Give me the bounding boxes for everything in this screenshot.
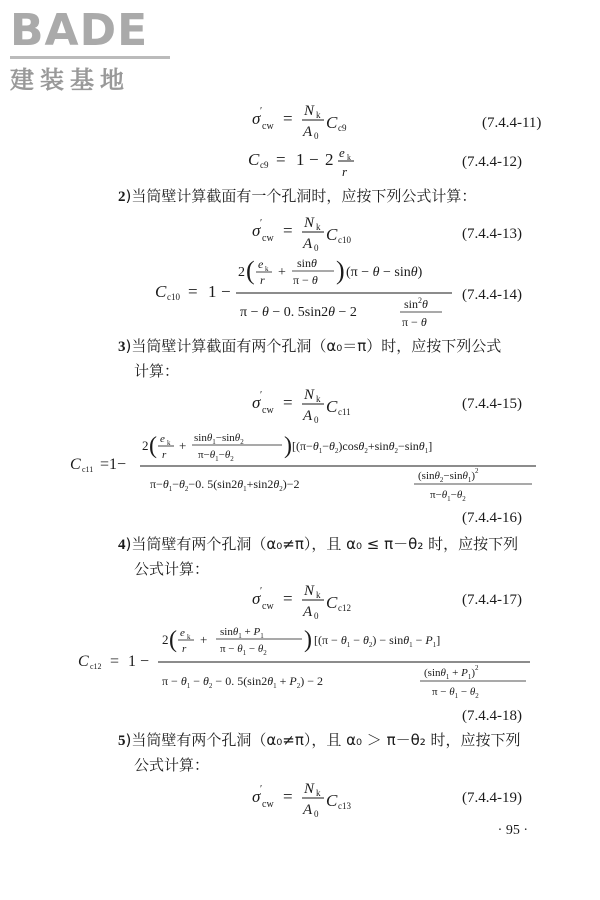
svg-text:cw: cw xyxy=(262,233,274,244)
equation-number: (7.4.4-13) xyxy=(462,226,522,242)
svg-text:r: r xyxy=(342,164,348,179)
paragraph-item-4: 4)当筒壁有两个孔洞（α₀≠π），且 α₀ ≤ π－θ₂ 时，应按下列 公式计算： xyxy=(118,532,568,581)
equation-7-4-4-18 xyxy=(0,622,600,722)
svg-text:C: C xyxy=(155,282,167,301)
item-text-line1: 当筒壁计算截面有两个孔洞（α₀＝π）时，应按下列公式 xyxy=(131,337,502,355)
equation-7-4-4-17 xyxy=(0,578,600,622)
svg-text:2: 2 xyxy=(142,438,149,453)
svg-text:k: k xyxy=(316,110,321,120)
svg-text:[(π−θ1−θ2)cosθ2+sinθ2−sinθ1]: $[(\pi-\theta_1-\theta_2)\cos\theta_2+\sin\theta_2-\sin\theta_1]$ xyxy=(292,439,433,455)
svg-text:1: 1 xyxy=(128,653,136,670)
svg-text:c9: c9 xyxy=(260,160,269,170)
svg-text:(: ( xyxy=(169,627,177,653)
equation-number: (7.4.4-12) xyxy=(462,154,522,170)
svg-text:(sinθ1 + P1)2: $(\sin\theta_1 + P_1)^2$ xyxy=(424,664,479,681)
svg-text:e: e xyxy=(160,433,165,445)
equation-number: (7.4.4-17) xyxy=(462,592,522,608)
svg-text:=: = xyxy=(283,787,293,806)
svg-text:−: − xyxy=(140,653,150,670)
svg-text:′: ′ xyxy=(260,586,263,597)
svg-text:π−θ1−θ2: $\pi-\theta_1-\theta_2$ xyxy=(198,449,234,463)
svg-text:=1−: =1− xyxy=(100,456,127,473)
equation-number: (7.4.4-16) xyxy=(462,510,522,526)
svg-text:A: A xyxy=(303,124,313,140)
svg-text:σ: σ xyxy=(252,109,261,128)
svg-text:cw: cw xyxy=(262,405,274,416)
svg-text:′: ′ xyxy=(260,106,263,117)
svg-text:=: = xyxy=(188,282,198,301)
svg-text:A: A xyxy=(303,236,313,252)
svg-text:0: 0 xyxy=(314,243,319,253)
equation-7-4-4-15 xyxy=(0,382,600,426)
svg-text:k: k xyxy=(316,590,321,600)
svg-text:1: 1 xyxy=(208,282,217,301)
svg-text:): ) xyxy=(284,433,292,459)
svg-text:σ: σ xyxy=(252,393,261,412)
svg-text:sinθ: sinθ xyxy=(297,256,317,270)
svg-text:k: k xyxy=(265,265,269,273)
svg-text:=: = xyxy=(283,393,293,412)
item-text-line1: 当筒壁有两个孔洞（α₀≠π），且 α₀ ≤ π－θ₂ 时，应按下列 xyxy=(131,535,519,553)
brand-logo xyxy=(10,5,180,94)
svg-text:C: C xyxy=(326,791,338,810)
logo-underline xyxy=(10,56,170,59)
svg-text:π − θ: π − θ xyxy=(402,315,427,329)
svg-text:+: + xyxy=(278,265,286,280)
svg-text:k: k xyxy=(316,788,321,798)
svg-text:′: ′ xyxy=(260,218,263,229)
svg-text:σ: σ xyxy=(252,787,261,806)
svg-text:′: ′ xyxy=(260,390,263,401)
svg-text:0: 0 xyxy=(314,809,319,819)
item-number: 4 xyxy=(118,537,126,553)
svg-text:σ: σ xyxy=(252,221,261,240)
equation-7-4-4-13 xyxy=(0,210,600,254)
svg-text:=: = xyxy=(276,150,286,169)
svg-text:sinθ1 + P1: $\sin\theta_1 + P_1$ xyxy=(220,626,264,640)
svg-text:C: C xyxy=(70,456,81,473)
item-number: 2 xyxy=(118,189,126,205)
svg-text:N: N xyxy=(304,387,315,403)
svg-text:c12: c12 xyxy=(90,662,102,671)
svg-text:′: ′ xyxy=(260,784,263,795)
svg-text:N: N xyxy=(304,781,315,797)
equation-number: (7.4.4-15) xyxy=(462,396,522,412)
svg-text:A: A xyxy=(303,604,313,620)
item-text-line2: 公式计算： xyxy=(134,560,210,578)
paragraph-item-3: 3)当筒壁计算截面有两个孔洞（α₀＝π）时，应按下列公式 计算： xyxy=(118,334,558,383)
svg-text:−: − xyxy=(309,150,319,169)
item-text: 当筒壁计算截面有一个孔洞时，应按下列公式计算： xyxy=(131,187,477,205)
svg-text:N: N xyxy=(304,103,315,119)
equation-7-4-4-11 xyxy=(0,98,600,142)
svg-text:k: k xyxy=(167,439,171,447)
svg-text:r: r xyxy=(182,643,187,655)
svg-text:1: 1 xyxy=(296,150,305,169)
item-number: 3 xyxy=(118,339,126,355)
svg-text:=: = xyxy=(110,653,120,670)
svg-text:2: 2 xyxy=(325,150,334,169)
svg-text:+: + xyxy=(200,632,208,647)
svg-text:C: C xyxy=(326,397,338,416)
svg-text:C: C xyxy=(326,113,338,132)
item-text-line2: 计算： xyxy=(134,362,180,380)
svg-text:k: k xyxy=(187,633,191,641)
svg-text:cw: cw xyxy=(262,799,274,810)
svg-text:π − θ1 − θ2 − 0. 5(sin2θ1 + P2: $\pi - \theta_1 - \theta_2 - 0$. $5(\sin 2\theta_1 + P_2) - 2$ xyxy=(162,674,323,690)
svg-text:0: 0 xyxy=(314,611,319,621)
svg-text:k: k xyxy=(347,153,351,162)
svg-text:r: r xyxy=(260,273,265,287)
svg-text:π − θ1 − θ2: $\pi - \theta_1 - \theta_2$ xyxy=(432,686,479,700)
item-text-line2: 公式计算： xyxy=(134,756,210,774)
svg-text:C: C xyxy=(326,593,338,612)
svg-text:=: = xyxy=(283,109,293,128)
svg-text:N: N xyxy=(304,215,315,231)
svg-text:0: 0 xyxy=(314,131,319,141)
equation-7-4-4-16 xyxy=(0,428,600,528)
svg-text:π−θ1−θ2−0. 5(sin2θ1+sin2θ2)−2: $\pi-\theta_1-\theta_2-0$. $5(\sin 2\theta_1+\sin 2\theta_2)-2$ xyxy=(150,477,300,493)
svg-text:−: − xyxy=(221,282,231,301)
equation-number: (7.4.4-19) xyxy=(462,790,522,806)
svg-text:2: 2 xyxy=(238,265,245,280)
svg-text:A: A xyxy=(303,802,313,818)
svg-text:N: N xyxy=(304,583,315,599)
svg-text:r: r xyxy=(162,449,167,461)
svg-text:[(π − θ1 − θ2) − sinθ1 − P1]: $[(\pi - \theta_1 - \theta_2) - \sin\theta_1 - P_1]$ xyxy=(314,633,441,649)
svg-text:=: = xyxy=(283,589,293,608)
svg-text:(: ( xyxy=(149,433,157,459)
svg-text:sin2θ: $\sin^2\theta$ xyxy=(404,296,428,311)
equation-7-4-4-12 xyxy=(0,140,600,184)
logo-chinese-text: 建装基地 xyxy=(10,66,130,94)
svg-text:sinθ1−sinθ2: sinθ$_1$−sinθ$_2$ xyxy=(194,432,244,446)
svg-text:C: C xyxy=(248,150,260,169)
svg-text:π − θ1 − θ2: $\pi - \theta_1 - \theta_2$ xyxy=(220,643,267,657)
svg-text:C: C xyxy=(326,225,338,244)
svg-text:e: e xyxy=(339,145,345,160)
equation-number: (7.4.4-18) xyxy=(462,708,522,724)
svg-text:2: 2 xyxy=(162,632,169,647)
svg-text:): ) xyxy=(304,627,312,653)
svg-text:c11: c11 xyxy=(82,465,94,474)
svg-text:e: e xyxy=(258,257,264,271)
svg-text:): ) xyxy=(336,256,345,285)
svg-text:+: + xyxy=(179,438,187,453)
svg-text:c12: c12 xyxy=(338,603,351,613)
svg-text:k: k xyxy=(316,394,321,404)
svg-text:cw: cw xyxy=(262,601,274,612)
svg-text:cw: cw xyxy=(262,121,274,132)
svg-text:π−θ1−θ2: $\pi-\theta_1-\theta_2$ xyxy=(430,489,466,503)
item-text-line1: 当筒壁有两个孔洞（α₀≠π），且 α₀ ＞ π－θ₂ 时，应按下列 xyxy=(131,731,521,749)
item-number: 5 xyxy=(118,733,126,749)
svg-text:π − θ − 0. 5sin2θ − 2: π − θ − 0. 5sin2θ − 2 xyxy=(240,305,357,320)
svg-text:c9: c9 xyxy=(338,123,347,133)
logo-wordmark: BADE xyxy=(10,5,149,56)
svg-text:c10: c10 xyxy=(167,292,180,302)
svg-text:c10: c10 xyxy=(338,235,351,245)
svg-text:A: A xyxy=(303,408,313,424)
svg-text:(sinθ2−sinθ1)2: $(\sin\theta_2-\sin\theta_1)^2$ xyxy=(418,467,479,484)
svg-text:σ: σ xyxy=(252,589,261,608)
svg-text:0: 0 xyxy=(314,415,319,425)
equation-number: (7.4.4-11) xyxy=(482,115,542,131)
svg-text:=: = xyxy=(283,221,293,240)
paragraph-item-2: 2)当筒壁计算截面有一个孔洞时，应按下列公式计算： xyxy=(118,187,477,205)
svg-text:(: ( xyxy=(246,256,255,285)
svg-text:(π − θ − sinθ): (π − θ − sinθ) xyxy=(346,265,423,280)
svg-text:c11: c11 xyxy=(338,407,351,417)
svg-text:C: C xyxy=(78,653,89,670)
paragraph-item-5: 5)当筒壁有两个孔洞（α₀≠π），且 α₀ ＞ π－θ₂ 时，应按下列 公式计算： xyxy=(118,728,568,777)
svg-text:e: e xyxy=(180,627,185,639)
svg-text:c13: c13 xyxy=(338,801,351,811)
equation-7-4-4-19 xyxy=(0,776,600,820)
page-number: · 95 · xyxy=(497,823,528,838)
svg-text:k: k xyxy=(316,222,321,232)
svg-text:π − θ: π − θ xyxy=(293,273,318,287)
equation-7-4-4-14 xyxy=(0,254,600,334)
equation-number: (7.4.4-14) xyxy=(462,287,522,303)
